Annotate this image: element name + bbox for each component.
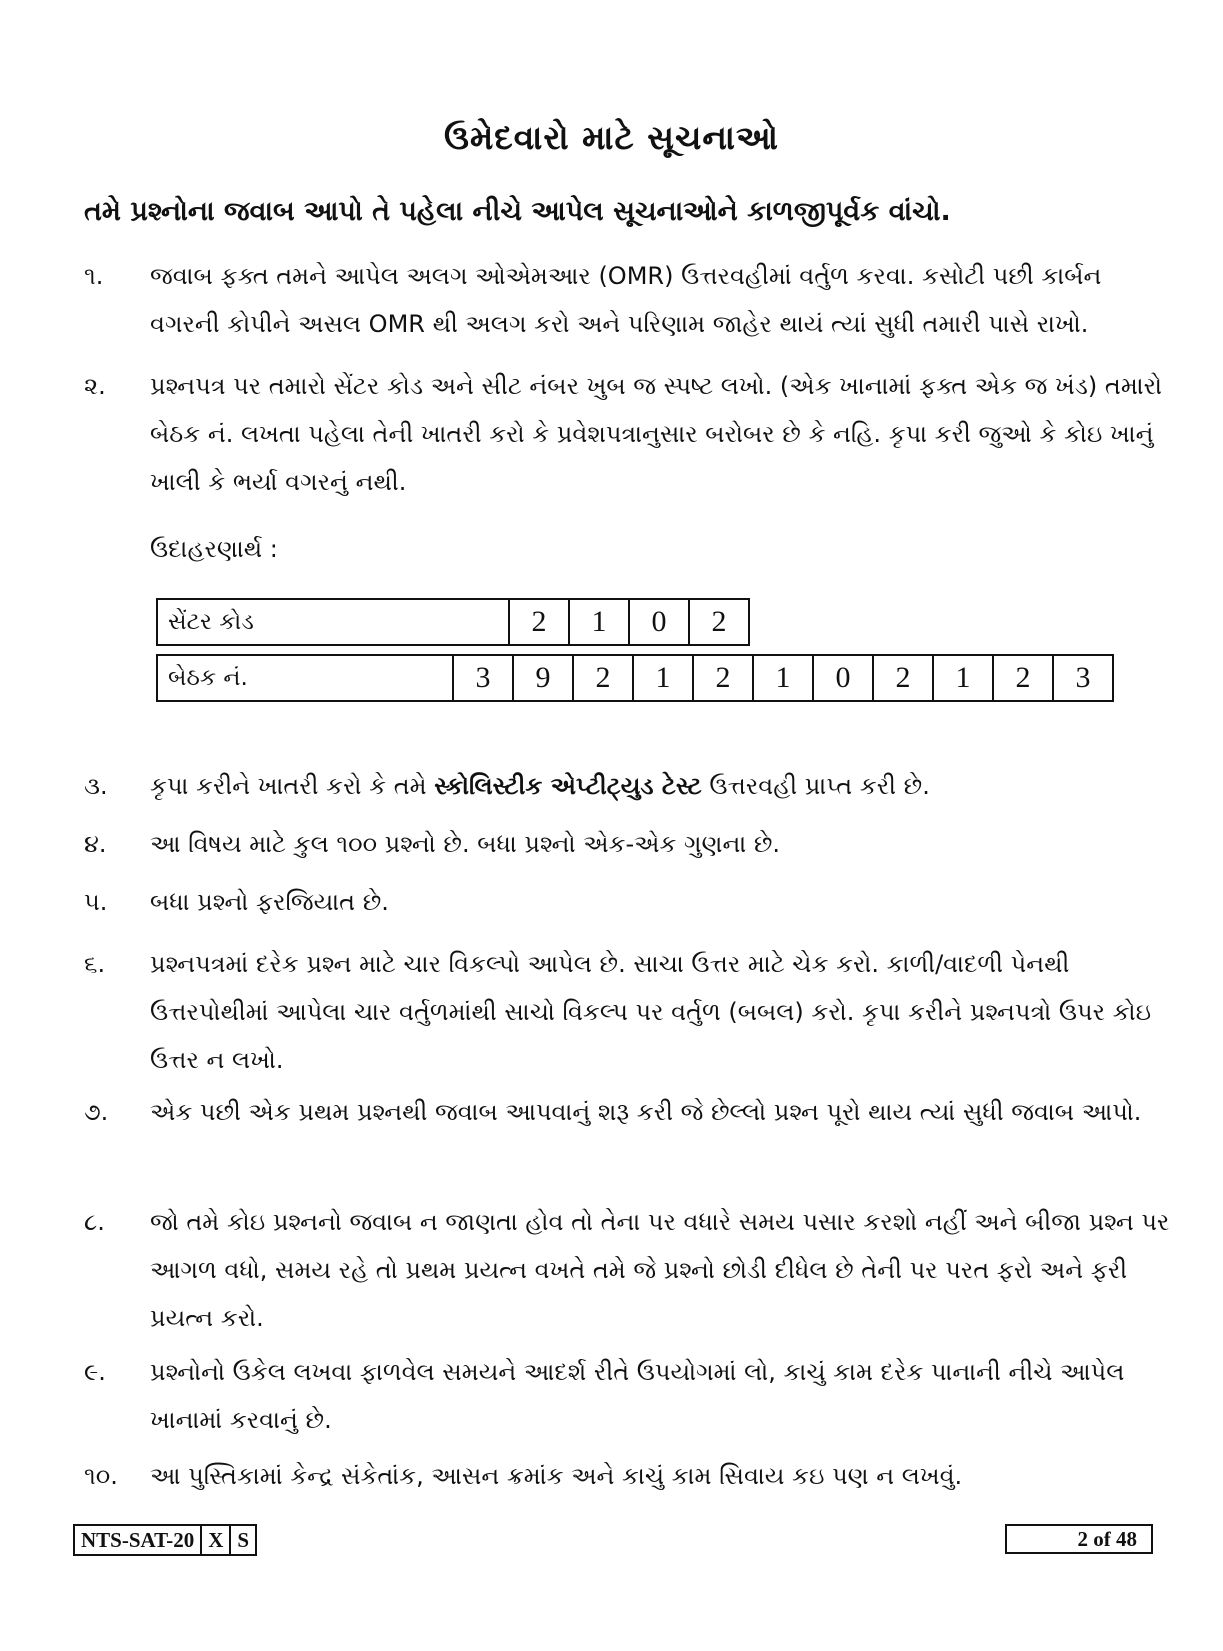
item-number: ૧. <box>84 262 104 290</box>
seat-number-digit: 2 <box>573 655 633 701</box>
instruction-item-4 <box>84 820 1174 868</box>
instruction-item-3 <box>84 762 1174 810</box>
item-number: ૯. <box>84 1358 106 1386</box>
item-number: ૪. <box>84 830 107 858</box>
item-text <box>150 762 1174 810</box>
item-number: ૬. <box>84 950 106 978</box>
item-text: જવાબ ફક્ત તમને આપેલ અલગ ઓએમઆર (OMR) ઉત્તરવહીમાં વર્તુળ કરવા. કસોટી પછી કાર્બન વગરની કોપીને અસલ OMR થી અલગ કરો અને પરિણામ જાહેર થાયં ત્યાં સુધી તમારી પાસે રાખો. <box>150 262 1102 338</box>
example-label: ઉદાહરણાર્થ : <box>150 535 278 563</box>
item-text-part: ઉત્તરવહી પ્રાપ્ત કરી છે. <box>701 772 930 800</box>
item-text: જો તમે કોઇ પ્રશ્નનો જવાબ ન જાણતા હોવ તો તેના પર વધારે સમય પસાર કરશો નહીં અને બીજા પ્રશ્ન પર આગળ વધો, સમય રહે તો પ્રથમ પ્રયત્ન વખતે તમે જે પ્રશ્નો છોડી દીધેલ છે તેની પર પરત ફરો અને ફરી પ્રયત્ન કરો. <box>150 1208 1170 1332</box>
language-code: S <box>230 1525 256 1555</box>
item-text: પ્રશ્નપત્ર પર તમારો સેંટર કોડ અને સીટ નંબર ખુબ જ સ્પષ્ટ લખો. (એક ખાનામાં ફક્ત એક જ ખંડ) તમારો બેઠક નં. લખતા પહેલા તેની ખાતરી કરો કે પ્રવેશપત્રાનુસાર બરોબર છે કે નહિ. કૃપા કરી જુઓ કે કોઇ ખાનું ખાલી કે ભર્યા વગરનું નથી. <box>150 372 1163 496</box>
class-code: X <box>201 1525 230 1555</box>
paper-code: NTS-SAT-20 <box>74 1525 201 1555</box>
page-number: 2 of 48 <box>1005 1524 1153 1554</box>
instruction-item-7 <box>84 1088 1174 1136</box>
item-number: ૩. <box>84 772 108 800</box>
item-text: આ વિષય માટે કુલ ૧૦૦ પ્રશ્નો છે. બધા પ્રશ્નો એક-એક ગુણના છે. <box>150 830 781 858</box>
center-code-digit: 2 <box>689 599 749 645</box>
item-number: ૮. <box>84 1208 105 1236</box>
item-text: એક પછી એક પ્રથમ પ્રશ્નથી જવાબ આપવાનું શરૂ કરી જે છેલ્લો પ્રશ્ન પૂરો થાય ત્યાં સુધી જવાબ આપો. <box>150 1098 1142 1126</box>
item-number: ૨. <box>84 372 106 400</box>
instructions-subtitle: તમે પ્રશ્નોના જવાબ આપો તે પહેલા નીચે આપેલ સૂચનાઓને કાળજીપૂર્વક વાંચો. <box>84 196 951 227</box>
item-text: આ પુસ્તિકામાં કેન્દ્ર સંકેતાંક, આસન ક્રમાંક અને કાચું કામ સિવાય કઇ પણ ન લખવું. <box>150 1462 963 1490</box>
instruction-item-1 <box>84 252 1174 348</box>
seat-number-label: બેઠક નં. <box>157 655 453 701</box>
center-code-table <box>156 598 750 646</box>
instruction-item-9 <box>84 1348 1174 1444</box>
seat-number-digit: 1 <box>633 655 693 701</box>
seat-number-digit: 2 <box>873 655 933 701</box>
seat-number-digit: 3 <box>453 655 513 701</box>
instruction-item-10 <box>84 1452 1174 1500</box>
instruction-item-2 <box>84 362 1174 506</box>
item-text: પ્રશ્નોનો ઉકેલ લખવા ફાળવેલ સમયને આદર્શ રીતે ઉપયોગમાં લો, કાચું કામ દરેક પાનાની નીચે આપેલ ખાનામાં કરવાનું છે. <box>150 1358 1125 1434</box>
seat-number-digit: 9 <box>513 655 573 701</box>
seat-number-digit: 1 <box>933 655 993 701</box>
seat-number-digit: 3 <box>1053 655 1113 701</box>
seat-number-digit: 0 <box>813 655 873 701</box>
center-code-label: સેંટર કોડ <box>157 599 509 645</box>
page-title: ઉમેદવારો માટે સૂચનાઓ <box>444 118 779 157</box>
item-text: પ્રશ્નપત્રમાં દરેક પ્રશ્ન માટે ચાર વિકલ્પો આપેલ છે. સાચા ઉત્તર માટે ચેક કરો. કાળી/વાદળી પેનથી ઉત્તરપોથીમાં આપેલા ચાર વર્તુળમાંથી સાચો વિકલ્પ પર વર્તુળ (બબલ) કરો. કૃપા કરીને પ્રશ્નપત્રો ઉપર કોઇ ઉત્તર ન લખો. <box>150 950 1151 1074</box>
instruction-item-8 <box>84 1198 1174 1342</box>
seat-number-table <box>156 654 1114 702</box>
seat-number-digit: 2 <box>693 655 753 701</box>
center-code-digit: 0 <box>629 599 689 645</box>
seat-number-digit: 2 <box>993 655 1053 701</box>
item-text-part: કૃપા કરીને ખાતરી કરો કે તમે <box>150 772 435 800</box>
item-number: ૫. <box>84 888 108 916</box>
item-number: ૭. <box>84 1098 109 1126</box>
paper-code-box <box>73 1524 257 1556</box>
item-number: ૧૦. <box>84 1462 118 1490</box>
item-text: બધા પ્રશ્નો ફરજિયાત છે. <box>150 888 389 916</box>
center-code-digit: 2 <box>509 599 569 645</box>
instruction-item-6 <box>84 940 1174 1084</box>
test-name: સ્કોલિસ્ટીક એપ્ટીટ્યુડ ટેસ્ટ <box>434 772 702 800</box>
center-code-digit: 1 <box>569 599 629 645</box>
seat-number-digit: 1 <box>753 655 813 701</box>
instruction-item-5 <box>84 878 1174 926</box>
